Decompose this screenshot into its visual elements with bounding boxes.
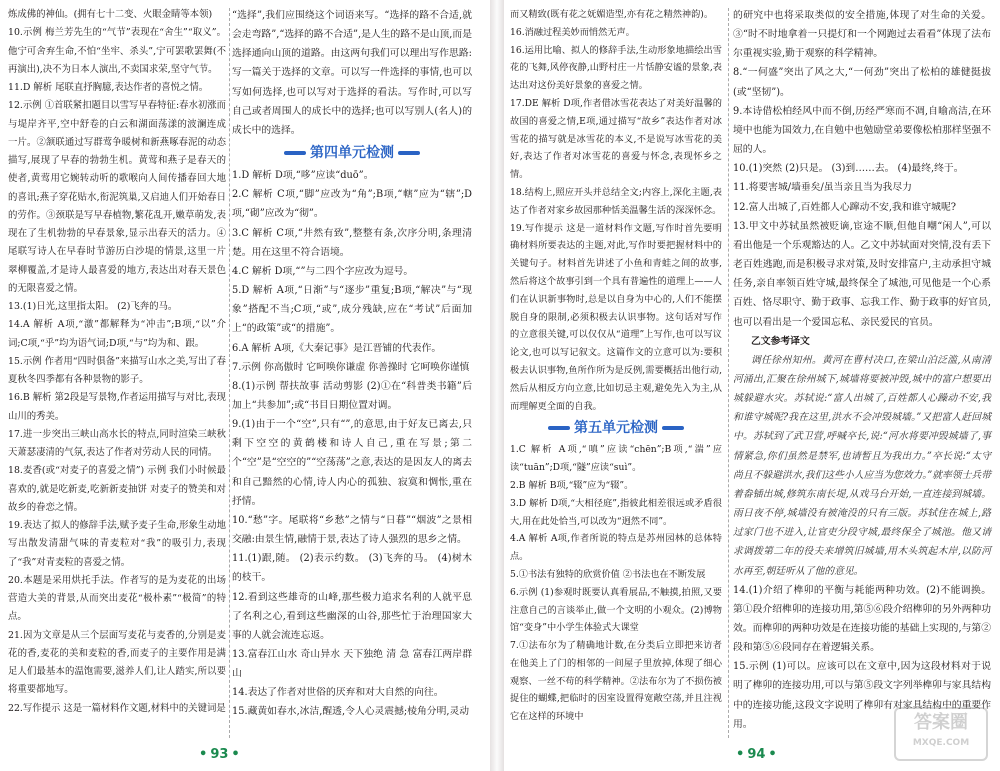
answer-item: 11.将要害城/墙垂矣/虽当亲且当为我尽力 bbox=[733, 182, 912, 194]
answer-item: 17.DE 解析 D项,作者借冰雪花表达了对美好温馨的故国的喜爱之情,E项,通过描写“故乡”表达作者对冰雪花的描写就是冰雪花的本义,不是说写冰雪花的美好,表达了作者对冰雪花的喜爱与怀念,表现怀乡之情。 bbox=[510, 97, 722, 181]
answer-item: 12.示例 ①首联紧扣题目以雪写早春特征:春水初涨而与堤岸齐平,空中舒卷的白云和湖面荡漾的波澜连成一片。②颔联通过写群莺争暖树和新燕啄春泥的动态描写,展现了早春的勃勃生机。黄莺和燕子是春天的使者,黄莺用它婉转动听的歌喉向人间传播春回大地的喜讯;燕子穿花贴水,衔泥筑巢,又启迪人们开始春日的劳作。③颈联是写早春植物,繁花乱开,嫩草萌发,表现在了生机勃勃的早春景象,显示出春天的活力。④尾联写诗人在早春时节游历白沙堤的情景,这里一片翠柳覆盖,才是诗人最喜爱的地方,表达出对春天景色的无限喜爱之情。 bbox=[8, 100, 226, 294]
answer-item: 12.看到这些雄奇的山峰,那些极力追求名利的人就平息了名利之心,看到这些幽深的山谷,那些忙于治理国家大事的人就会流连忘返。 bbox=[232, 591, 472, 641]
answer-item: 而又精致(既有花之妩媚造型,亦有花之精然神韵)。 bbox=[510, 9, 714, 20]
section-heading-text: 第五单元检测 bbox=[574, 420, 658, 437]
heading-bar-left bbox=[548, 426, 570, 430]
answer-item: 7.①法布尔为了精确地计数,在分类后立即把来访者在他美上了门的相邻的一间屋子里放掉,体现了细心观察、一丝不苟的科学精神。②法布尔为了不损伤被捉住的蝴蝶,把临时的因室设置得宽敞空荡,并且注视它在这样的环境中 bbox=[510, 640, 722, 723]
answer-item: 15.藏黄如春水,冰洁,醒透,令人心灵震撼;棱角分明,灵动 bbox=[232, 706, 470, 718]
answer-item: 10.(1)突然 (2)只是。 (3)到……去。 (4)最终,终于。 bbox=[733, 163, 964, 175]
answer-item: 15.示例 作者用“四时俱备”来描写山水之美,写出了春夏秋冬四季都有各种景物的影子。 bbox=[8, 355, 226, 385]
page93-column2 bbox=[232, 6, 472, 722]
answer-item: 18.麦香(或“对麦子的喜爱之情”) 示例 我们小时候最喜欢的,就是吃新麦,吃新新麦抽饼 对麦子的赞美和对故乡的眷恋之情。 bbox=[8, 465, 226, 513]
answer-item: 9.本诗借松柏经风中而不倒,历经严寒而不凋,自喻高洁,在环境中也能为国效力,在自勉中也勉励堂弟要像松柏那样坚强不屈的人。 bbox=[733, 105, 991, 156]
answer-item: 13.(1)日光,这里指太阳。 (2)飞奔的马。 bbox=[8, 301, 178, 312]
answer-item: 9.(1)由于一个“空”,只有“”,的意思,由于好友已离去,只剩下空空的黄鹤楼和诗人自己,重在写景;第二个“空”是“空空的”“空荡荡”之意,表达的是因友人的离去和自己黯然的心情,诗人内心的孤独、寂寞和惆怅,重在抒情。 bbox=[232, 419, 472, 507]
answer-item: 15.示例 (1)可以。应该可以在文章中,因为这段材料对于说明了榫卯的连接功用,可以与第⑤段文字列举榫卯与家具结构中的连接功能,这段文字说明了榫卯有对家具结构中的重要作用。 bbox=[733, 661, 991, 730]
answer-item: 的研究中也将采取类似的安全措施,体现了对生命的关爱。③“时不时地拿着一只提灯和一个网跑过去看看”体现了法布尔重视实验,勤于观察的科学精神。 bbox=[733, 10, 991, 60]
answer-item: 18.结构上,照应开头并总结全文;内容上,深化主题,表达了作者对家乡故园那种恬美温馨生活的深深怀念。 bbox=[510, 186, 722, 216]
answer-item: 17.进一步突出三峡山高水长的特点,同时渲染三峡秋天萧瑟凄清的气氛,表达了作者对劳动人民的同情。 bbox=[8, 428, 226, 458]
answer-item: 5.①书法有独特的欣赏价值 ②书法也在不断发展 bbox=[510, 568, 706, 580]
answer-item: 3.D 解析 D项,“大相径庭”,指彼此相差很远或矛盾很大,用在此处恰当,可以改为“迥然不同”。 bbox=[510, 497, 722, 527]
answer-item: 22.写作提示 这是一篇材料作文题,材料中的关键词是 bbox=[8, 702, 226, 714]
answer-item: 13.甲文中苏轼虽然被贬谪,宦途不顺,但他自嘲“闲人”,可以看出他是一个乐观豁达的人。乙文中苏轼面对突情,没有丢下老百姓逃跑,而是积极寻求对策,及时安排富户,主动承担守城任务,亲自率领百姓守城,最终保全了城池,可见他是一个心系百姓、恪尽职守、勤于政事、忘我工作、勤于政事的好官员,也可以看出是一个爱国忘私、亲民爱民的官员。 bbox=[733, 220, 991, 328]
answer-item: “选择”,我们应围绕这个词语来写。“选择的路不合适,就会走弯路”,“选择的路不合适”,是人生的路不是山顶,而是选择通向山顶的道路。由这两句我们可以理出写作思路:写一篇关于选择的文章。可以写一件选择的事情,也可以写如何选择,也可以写对于选择的看法。写作时,可以写自己或者周围人的成长中的选择;也可以写别人(名人)的成长中的选择。 bbox=[232, 10, 472, 136]
answer-item: 16.消融过程美妙而悄然无声。 bbox=[510, 26, 635, 38]
answer-item: 13.富春江山水 奇山异水 天下独绝 清 急 富春江两岸群山 bbox=[232, 649, 472, 680]
answer-item: 4.C 解析 D项,“”与二四个字应改为逗号。 bbox=[232, 265, 414, 277]
answer-item: 1.D 解析 D项,“哆”应读“duō”。 bbox=[232, 170, 374, 182]
answer-item: 2.B 解析 B项,“辍”应为“辍”。 bbox=[510, 479, 634, 491]
answer-item: 12.富人出城了,百姓都人心蹿动不安,我和谁守城呢? bbox=[733, 201, 956, 213]
answer-item: 10.示例 梅兰芳先生的“气节”表现在“舍生”“取义”。他宁可舍弃生命,不怕“坐牢、杀头”,宁可罢歌罢舞(不再演出),决不为日本人演出,不卖国求荣,坚守气节。 bbox=[8, 27, 226, 75]
page94-column1 bbox=[510, 6, 722, 726]
answer-item: 14.表达了作者对世俗的厌弃和对大自然的向往。 bbox=[232, 687, 444, 699]
answer-item: 21.因为文章是从三个层面写麦花与麦香的,分别是麦花的香,麦花的美和麦粒的香,而麦子的主要作用是满足人们最基本的温饱需要,滋养人们,让人踏实,所以要将重要都地写。 bbox=[8, 629, 226, 696]
answer-item: 3.C 解析 C项,“井然有致”,整整有条,次序分明,条理清楚。用在这里不符合语境。 bbox=[232, 227, 472, 258]
heading-bar-left bbox=[284, 151, 306, 155]
answer-item: 炼成佛的神仙。(拥有七十二变、火眼金睛等本领) bbox=[8, 9, 213, 20]
answer-item: 7.示例 你高傲时 它呵唤你谦虚 你善操时 它呵唤你谨慎 bbox=[232, 361, 470, 373]
answer-item: 8.“一何盛”突出了风之大,“一何劲”突出了松柏的雄健挺拔(或“坚韧”)。 bbox=[733, 67, 991, 98]
answer-item: 14.A 解析 A项,“激”都解释为“冲击”;B项,“以”介词;C项,“乎”均为语气词;D项,“与”均为和、跟。 bbox=[8, 319, 226, 349]
page-number-94: • 94 • bbox=[736, 746, 777, 762]
section-heading-text: 第四单元检测 bbox=[310, 145, 394, 162]
answer-item: 4.A 解析 A项,作者所说的特点是苏州园林的总体特点。 bbox=[510, 533, 722, 563]
page-number-93: • 93 • bbox=[199, 746, 240, 762]
heading-bar-right bbox=[662, 426, 684, 430]
answer-item: 6.A 解析 A项,《大秦记事》是江晋铺的代表作。 bbox=[232, 342, 442, 354]
answer-item: 5.D 解析 A项,“日渐”与“逐步”重复;B项,“解决”与“现象”搭配不当;C项,“或”,成分残缺,应在“考试”后面加上“的政策”或“的措施”。 bbox=[232, 285, 472, 335]
answer-item: 14.(1)介绍了榫卯的平衡与耗能两种功效。(2)不能调换。第①段介绍榫卯的连接功用,第⑤⑥段介绍榫卯的另外两种功效。而榫卯的两种功效是在连接功能的基础上实现的,与第②段和第⑤⑥段同存在着逻辑关系。 bbox=[733, 584, 991, 654]
answer-item: 10.“愁”字。尾联将“乡愁”之情与“日暮”“烟波”之景相交融:由景生情,融情于景,表达了诗人强烈的思乡之情。 bbox=[232, 514, 472, 546]
answer-item: 1.C 解析 A项,“嗔”应读“chēn”;B项,“湍”应读“tuān”;D项,“隧”应读“suì”。 bbox=[510, 444, 722, 474]
answer-item: 16.B 解析 第2段是写景物,作者运用描写与对比,表现山川的秀美。 bbox=[8, 392, 226, 422]
answer-item: 8.(1)示例 帮扶故事 活动剪影 (2)①在“科普类书籍”后加上“共参加”;或“书目日期位置对调。 bbox=[232, 380, 472, 411]
answer-item: 20.本题是采用烘托手法。作者写的是为麦花的出场营造大美的背景,从而突出麦花“极朴素”“极简”的特点。 bbox=[8, 574, 226, 623]
answer-item: 16.运用比喻、拟人的修辞手法,生动形象地描绘出雪花的飞舞,风停夜静,山野村庄一片恬静安谧的景象,表达出对这份美好景象的喜爱之情。 bbox=[510, 44, 722, 92]
answer-item: 11.(1)跟,随。 (2)表示约数。 (3)飞奔的马。 (4)树木的枝干。 bbox=[232, 553, 472, 584]
answer-item: 11.D 解析 尾联直抒胸臆,表达作者的喜悦之情。 bbox=[8, 82, 209, 93]
answer-item: 19.写作提示 这是一道材料作文题,写作时首先要明确材料所要表达的主题,对此,写作时要把握材料中的关键句子。材料首先讲述了小鱼和青蛙之间的故事,然后将这个故事引到一个具有普遍性的道理上——人们在认识新事物时,总是以自身为中心的,人们不能摆脱自身的限制,必须积极去认识事物。这句话对写作的立意很关键,可以仅仅从“道理”上写作,也可以写议论文,也可以写记叙文。这篇作文的立意可以为:要积极去认识事物,鱼所作所为是反例,需要概括出他行动,然后从相反方向立意,比如切忌主观,避免先入为主,从而理解更全面的自我。 bbox=[510, 222, 722, 412]
answer-item: 2.C 解析 C项,“脚”应改为“角”;B项,“轄”应为“辖”;D项,“砌”应改为“彻”。 bbox=[232, 189, 472, 220]
answer-item: 19.表达了拟人的修辞手法,赋予麦子生命,形象生动地写出散发清甜气味的青麦粒对“我”的吸引力,表现了“我”对青麦粒的喜爱之情。 bbox=[8, 520, 226, 568]
heading-bar-right bbox=[398, 151, 420, 155]
translation-text: 调任徐州知州。黄河在曹村决口,在梁山泊泛滥,从南清河涌出,汇聚在徐州城下,城墙将要被冲毁,城中的富户想要出城躲避水灾。苏轼说:“富人出城了,百姓都人心躁动不安,我和谁守城呢?我在这里,洪水不会冲毁城墙。”又把富人赶回城中。苏轼到了武卫营,呼喊卒长,说:“河水将要冲毁城墙了,事情紧急,你们虽然是禁军,也请暂且为我出力。”卒长说:“太守尚且不躲避洪水,我们这些小人应当为您效力。”就率领士兵带着畚锸出城,修筑东南长堤,从戏马台开始,一直连接到城墙。雨日夜不停,城墙没有被淹没的只有三版。苏轼住在城上,路过家门也不进入,让官吏分段守城,最终保全了城池。他又请求调拨第二年的役夫来增筑旧城墙,用木头筑起木岸,以防河水再至,朝廷听从了他的意见。 bbox=[733, 354, 991, 577]
watermark-logo: 答案圈 MXQE.COM bbox=[894, 707, 988, 761]
section-heading bbox=[232, 140, 472, 166]
page-gutter bbox=[490, 0, 504, 771]
page94-column2 bbox=[733, 6, 991, 734]
column-divider-right bbox=[728, 8, 729, 738]
translation-title: 乙文参考译文 bbox=[751, 335, 810, 347]
section-heading bbox=[510, 415, 722, 441]
page93-column1 bbox=[8, 6, 226, 718]
answer-item: 6.示例 (1)参观时既要认真看展品,不触摸,拍照,又要注意自己的言谈举止,做一个文明的小观众。(2)博物馆“变身”中小学生体验式大课堂 bbox=[510, 586, 722, 634]
column-divider-left bbox=[229, 8, 230, 738]
